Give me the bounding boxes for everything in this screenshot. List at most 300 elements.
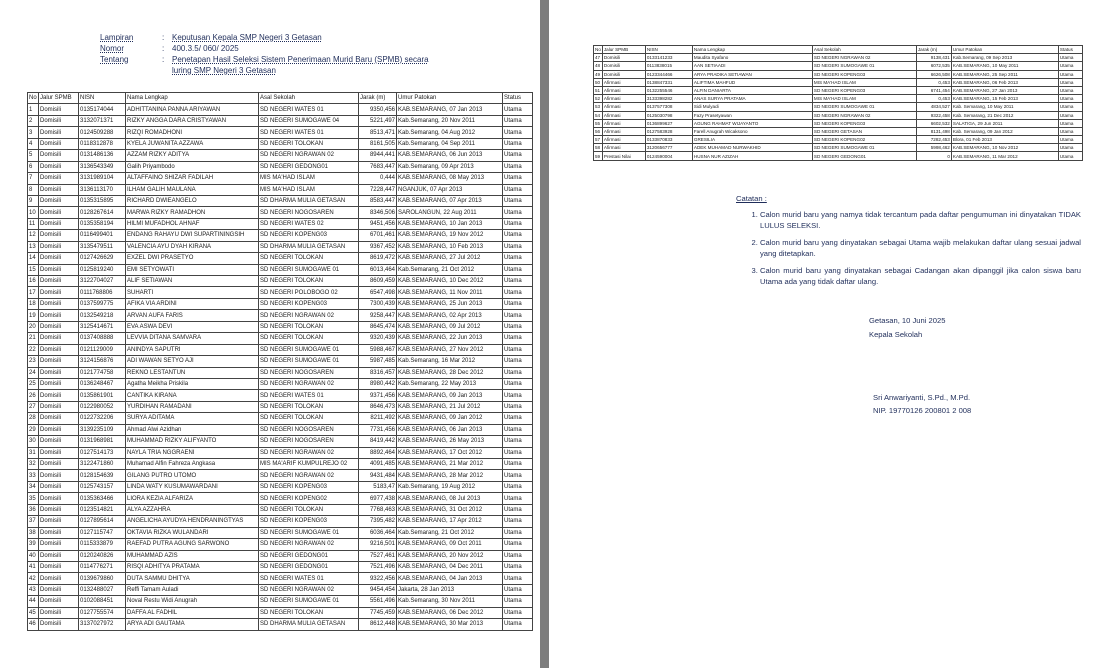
table-cell: KAB.SEMARANG, 11 Nov 2011 (397, 287, 503, 298)
note-item: 3. Calon murid baru yang dinyatakan sebagai Cadangan akan dipanggil jika calon siswa baru Utama ada yang tidak daftar ulang. (760, 265, 1081, 287)
table-cell: Utama (503, 527, 533, 538)
table-cell: SD NEGERI NOGOSAREN (259, 367, 359, 378)
table-cell: Utama (503, 550, 533, 561)
table-cell: Utama (503, 401, 533, 412)
table-cell: SD NEGERI NGRAWAN 02 (259, 584, 359, 595)
table-cell: GRESILIA (692, 136, 812, 144)
table-cell: 0127895614 (79, 516, 126, 527)
table-cell: SD NEGERI KOPENG03 (259, 481, 359, 492)
table-cell: Agatha Meikha Priskila (126, 378, 259, 389)
table-cell: 9322,458 (916, 111, 951, 119)
table-cell: 7300,439 (359, 298, 397, 309)
table-cell: Domisili (39, 150, 79, 161)
table-cell: 0135358194 (79, 218, 126, 229)
table-cell: ALFIN DANIARTA (692, 86, 812, 94)
table-cell: RAEFAD PUTRA AGUNG SARWONO (126, 539, 259, 550)
table-cell: Domisili (39, 584, 79, 595)
table-row (28, 390, 533, 401)
table-cell: 38 (28, 527, 39, 538)
table-cell: SD NEGERI WATES 02 (259, 218, 359, 229)
table-cell: 0133870833 (645, 136, 692, 144)
lampiran-value: Keputusan Kepala SMP Negeri 3 Getasan (172, 33, 322, 42)
table-cell: Domisili (39, 390, 79, 401)
table-row (28, 596, 533, 607)
notes-title: Catatan : (736, 194, 767, 203)
table-cell: ANGELICHA AYUDYA HENDRANINGTYAS (126, 516, 259, 527)
table-row (28, 298, 533, 309)
table-cell: 9350,456 (359, 104, 397, 115)
table-cell: SD NEGERI NGRAWAN 02 (812, 111, 916, 119)
table-cell: AAN SETIAADI (692, 62, 812, 70)
table-cell: 10 (28, 207, 39, 218)
table-cell: 44 (28, 596, 39, 607)
table-cell: LIORA KEZIA ALFARIZA (126, 493, 259, 504)
tentang-value-1: Penetapan Hasil Seleksi Sistem Penerimaan Murid Baru (SPMB) secara (172, 55, 429, 64)
table-cell: Domisili (39, 230, 79, 241)
table-cell: Domisili (39, 561, 79, 572)
table-cell: 6072,535 (916, 62, 951, 70)
table-cell: KAB.SEMARANG, 10 Dec 2012 (397, 276, 503, 287)
table-cell: KAB.SEMARANG, 02 Apr 2013 (397, 310, 503, 321)
table-row (28, 550, 533, 561)
table-cell: ALTAFFAINO SHIZAR FADILAH (126, 173, 259, 184)
table-cell: Kab. Semarang, 10 May 2011 (951, 103, 1058, 111)
table-cell: KAB.SEMARANG, 04 Jan 2013 (397, 573, 503, 584)
table-cell: 5561,496 (359, 596, 397, 607)
table-row (28, 333, 533, 344)
table-cell: 4834,527 (916, 103, 951, 111)
table-cell: 0139679860 (79, 573, 126, 584)
table-cell: Domisili (39, 276, 79, 287)
table-cell: 0137408888 (79, 333, 126, 344)
table-cell: Utama (503, 516, 533, 527)
table-cell: Domisili (39, 321, 79, 332)
table-row (28, 607, 533, 618)
table-cell: 3122704027 (79, 276, 126, 287)
table-cell: Utama (503, 356, 533, 367)
table-row (28, 287, 533, 298)
table-cell: 19 (28, 310, 39, 321)
table-cell: 43 (28, 584, 39, 595)
table-cell: Fazy Prasetyawan (692, 111, 812, 119)
table-cell: 0102088451 (79, 596, 126, 607)
table-cell: 20 (28, 321, 39, 332)
table-row (28, 230, 533, 241)
column-header: NISN (79, 93, 126, 104)
table-cell: KAB.SEMARANG, 06 Jan 2013 (397, 424, 503, 435)
column-header: Jalur SPMB (39, 93, 79, 104)
table-cell: Utama (503, 424, 533, 435)
table-cell: SD NEGERI NGRAWAN 02 (812, 54, 916, 62)
table-cell: MIS MA'HAD ISLAM (812, 78, 916, 86)
table-row (28, 619, 533, 630)
table-cell: Utama (503, 264, 533, 275)
table-cell: Utama (503, 344, 533, 355)
table-cell: Domisili (39, 333, 79, 344)
signature-place-date: Getasan, 10 Juni 2025 (869, 316, 946, 325)
table-cell: 0132255546 (645, 86, 692, 94)
table-cell: SD NEGERI TOLOKAN (259, 138, 359, 149)
table-cell: 24 (28, 367, 39, 378)
table-cell: 8513,471 (359, 127, 397, 138)
tentang-row: Tentang : Penetapan Hasil Seleksi Sistem Penerimaan Murid Baru (SPMB) secara (100, 54, 502, 65)
table-cell: AGUNG RAHMAT WIJAYANTO (692, 119, 812, 127)
table-cell: Utama (1058, 54, 1082, 62)
table-cell: Jakarta, 28 Jan 2013 (397, 584, 503, 595)
table-cell: Farell Anugrah Wicaksono (692, 127, 812, 135)
table-cell: 5221,497 (359, 115, 397, 126)
table-cell: 0125743157 (79, 481, 126, 492)
table-cell: Utama (503, 459, 533, 470)
table-cell: 7 (28, 173, 39, 184)
table-row (28, 470, 533, 481)
table-cell: Utama (503, 253, 533, 264)
table-row (28, 184, 533, 195)
table-cell: Domisili (39, 539, 79, 550)
table-cell: HUSNA NUR AZIZAH (692, 152, 812, 160)
table-cell: SD NEGERI SUMOGAWE 01 (259, 264, 359, 275)
tentang-label: Tentang (100, 55, 129, 64)
table-cell: 25 (28, 378, 39, 389)
table-cell: Domisili (39, 138, 79, 149)
table-row (28, 253, 533, 264)
table-cell: SD NEGERI NGRAWAN 02 (259, 378, 359, 389)
table-cell: 0131486136 (79, 150, 126, 161)
table-cell: 57 (594, 136, 603, 144)
table-cell: SD NEGERI TOLOKAN (259, 504, 359, 515)
table-cell: Utama (503, 127, 533, 138)
table-cell: Domisili (39, 619, 79, 630)
table-cell: 0120240826 (79, 550, 126, 561)
table-row (28, 459, 533, 470)
table-cell: 26 (28, 390, 39, 401)
table-cell: 3136113170 (79, 184, 126, 195)
table-cell: Domisili (39, 356, 79, 367)
table-cell: 9258,447 (359, 310, 397, 321)
table-row (28, 115, 533, 126)
table-cell: Utama (503, 104, 533, 115)
table-cell: SD NEGERI TOLOKAN (259, 253, 359, 264)
table-row (28, 561, 533, 572)
column-header: Umur Patokan (397, 93, 503, 104)
table-row (28, 310, 533, 321)
table-cell: KAB.SEMARANG, 17 Apr 2012 (397, 516, 503, 527)
table-row (28, 527, 533, 538)
table-cell: Utama (503, 161, 533, 172)
table-cell: RIZKY ANGGA DARA CRISTYAWAN (126, 115, 259, 126)
tentang-row-2 (100, 65, 502, 76)
table-cell: ADEK MUHAMAD NURWAKHID (692, 144, 812, 152)
table-cell: YURDIHAN RAMADANI (126, 401, 259, 412)
table-cell: ENDANG RAHAYU DWI SUPARTININGSIH (126, 230, 259, 241)
table-cell: SD NEGERI KOPENG02 (812, 136, 916, 144)
table-cell: 9454,454 (359, 584, 397, 595)
table-row (28, 207, 533, 218)
table-cell: Utama (1058, 152, 1082, 160)
table-cell: 7745,459 (359, 607, 397, 618)
signature-position: Kepala Sekolah (869, 330, 923, 339)
table-cell: 22 (28, 344, 39, 355)
table-cell: 36 (28, 504, 39, 515)
table-cell: KYELA JUWANITA AZZAWA (126, 138, 259, 149)
column-header: No (28, 93, 39, 104)
table-cell: RISQI ADHITYA PRATAMA (126, 561, 259, 572)
table-cell: 34 (28, 481, 39, 492)
table-cell: 15 (28, 264, 39, 275)
table-cell: 3135479511 (79, 241, 126, 252)
table-cell: SD NEGERI KOPENG03 (259, 516, 359, 527)
table-cell: Afirmasi (602, 127, 645, 135)
table-cell: SD NEGERI NGRAWAN 02 (259, 310, 359, 321)
table-cell: 0128154639 (79, 470, 126, 481)
table-cell: Utama (503, 619, 533, 630)
table-cell: Domisili (39, 424, 79, 435)
table-row (28, 401, 533, 412)
table-row (28, 218, 533, 229)
table-cell: ALYA AZZAHRA (126, 504, 259, 515)
table-cell: 42 (28, 573, 39, 584)
table-cell: Utama (503, 230, 533, 241)
table-cell: 32 (28, 459, 39, 470)
table-cell: SD NEGERI TOLOKAN (259, 607, 359, 618)
table-cell: 0,453 (916, 78, 951, 86)
table-cell: Domisili (602, 70, 645, 78)
table-cell: 11 (28, 218, 39, 229)
table-cell: 8892,464 (359, 447, 397, 458)
table-cell: Prestasi Nilai (602, 152, 645, 160)
table-cell: Utama (503, 333, 533, 344)
table-cell: KAB.SEMARANG, 09 Jan 2013 (397, 390, 503, 401)
table-cell: 28 (28, 413, 39, 424)
table-cell: Utama (1058, 127, 1082, 135)
table-cell: KAB.SEMARANG, 06 Jun 2013 (397, 150, 503, 161)
table-cell: SD NEGERI NOGOSAREN (259, 436, 359, 447)
table-cell: Kab.Semarang, 16 Mar 2012 (397, 356, 503, 367)
table-cell: KAB.SEMARANG, 22 Jun 2013 (397, 333, 503, 344)
table-cell: 6977,438 (359, 493, 397, 504)
table-cell: SD DHARMA MULIA GETASAN (259, 619, 359, 630)
table-cell: Domisili (39, 173, 79, 184)
table-cell: Domisili (39, 481, 79, 492)
table-cell: Utama (503, 310, 533, 321)
table-cell: Afirmasi (602, 95, 645, 103)
table-cell: ALIFTIMA MAHFUD (692, 78, 812, 86)
nomor-row: Nomor : 400.3.5/ 060/ 2025 (100, 43, 502, 54)
table-cell: Utama (503, 470, 533, 481)
table-cell: Utama (503, 207, 533, 218)
table-cell: 5183,47 (359, 481, 397, 492)
table-cell: SD NEGERI SUMOGAWE 01 (259, 344, 359, 355)
table-cell: Noval Restu Widi Anugrah (126, 596, 259, 607)
table-cell: 0122732206 (79, 413, 126, 424)
table-cell: Utama (1058, 86, 1082, 94)
table-cell: Domisili (39, 573, 79, 584)
table-cell: ANINDYA SAPUTRI (126, 344, 259, 355)
table-cell: SD NEGERI TOLOKAN (259, 401, 359, 412)
table-cell: SD NEGERI TOLOKAN (259, 321, 359, 332)
table-cell: 31 (28, 447, 39, 458)
table-row (594, 119, 1083, 127)
table-cell: Domisili (39, 253, 79, 264)
table-row (594, 86, 1083, 94)
table-cell: Utama (503, 539, 533, 550)
table-cell: 5998,462 (916, 144, 951, 152)
column-header: Nama Lengkap (692, 46, 812, 54)
table-cell: Utama (503, 184, 533, 195)
table-cell: 7731,456 (359, 424, 397, 435)
table-cell: Domisili (39, 401, 79, 412)
table-cell: 8612,448 (359, 619, 397, 630)
table-cell: SD NEGERI WATES 01 (259, 573, 359, 584)
table-cell: 0132488027 (79, 584, 126, 595)
table-cell: Kab.Semarang, 04 Aug 2012 (397, 127, 503, 138)
table-cell: 30 (28, 436, 39, 447)
table-cell: Kab. Semarang, 09 Jan 2012 (951, 127, 1058, 135)
table-cell: 0114776271 (79, 561, 126, 572)
table-cell: Afirmasi (602, 136, 645, 144)
table-cell: 0,453 (916, 95, 951, 103)
table-cell: 0122980052 (79, 401, 126, 412)
table-cell: SD NEGERI NOGOSAREN (259, 424, 359, 435)
table-cell: Utama (503, 493, 533, 504)
table-cell: 3136543349 (79, 161, 126, 172)
table-cell: Utama (503, 378, 533, 389)
table-cell: Utama (1058, 70, 1082, 78)
table-cell: KAB.SEMARANG, 31 Oct 2012 (397, 504, 503, 515)
table-cell: 9 (28, 195, 39, 206)
table-cell: MIS MA'HAD ISLAM (259, 184, 359, 195)
table-cell: KAB.SEMARANG, 28 Mar 2012 (397, 470, 503, 481)
table-cell: 0132549218 (79, 310, 126, 321)
page-gap (540, 0, 549, 668)
table-cell: VALENCIA AYU DYAH KIRANA (126, 241, 259, 252)
table-cell: 55 (594, 119, 603, 127)
table-cell: EVA ASWA DEVI (126, 321, 259, 332)
table-cell: 0125030798 (645, 111, 692, 119)
table-cell: 0136899627 (645, 119, 692, 127)
table-cell: KAB.SEMARANG, 15 Feb 2013 (951, 95, 1058, 103)
table-cell: 4 (28, 138, 39, 149)
table-cell: 0127583928 (645, 127, 692, 135)
table-row (28, 378, 533, 389)
table-cell: Domisili (39, 241, 79, 252)
table-cell: 9431,484 (359, 470, 397, 481)
table-cell: Galih Priyambodo (126, 161, 259, 172)
table-cell: 1 (28, 104, 39, 115)
table-cell: Domisili (39, 367, 79, 378)
table-cell: 0135174044 (79, 104, 126, 115)
table-cell: 8645,474 (359, 321, 397, 332)
table-cell: Domisili (39, 310, 79, 321)
table-cell: 33 (28, 470, 39, 481)
table-cell: Utama (503, 596, 533, 607)
table-cell: 3133398282 (645, 95, 692, 103)
table-cell: SD NEGERI SUMOGAWE 01 (812, 103, 916, 111)
table-cell: KAB.SEMARANG, 06 Feb 2013 (951, 78, 1058, 86)
column-header: Jarak (m) (359, 93, 397, 104)
signature-nip: NIP. 19770126 200801 2 008 (873, 406, 972, 415)
table-cell: SD NEGERI SUMOGAWE 01 (259, 356, 359, 367)
table-cell: 54 (594, 111, 603, 119)
table-cell: SD NEGERI KOPENG03 (812, 70, 916, 78)
table-cell: 59 (594, 152, 603, 160)
table-cell: KAB.SEMARANG, 10 Nov 2012 (951, 144, 1058, 152)
table-cell: 9138,431 (916, 54, 951, 62)
table-cell: 40 (28, 550, 39, 561)
table-cell: Utama (1058, 111, 1082, 119)
table-row (594, 136, 1083, 144)
table-cell: SD NEGERI GEDONG01 (259, 550, 359, 561)
table-cell: 8609,459 (359, 276, 397, 287)
table-cell: Utama (1058, 95, 1082, 103)
table-cell: SD NEGERI WATES 01 (259, 127, 359, 138)
table-cell: ADHITTANINA PANNA ARIYAWAN (126, 104, 259, 115)
table-cell: Blora, 01 Feb 2013 (951, 136, 1058, 144)
table-cell: Domisili (39, 527, 79, 538)
note-item: 2. Calon murid baru yang dinyatakan sebagai Utama wajib melakukan daftar ulang sesuai jadwal yang ditetapkan. (760, 237, 1081, 259)
lampiran-row: Lampiran : Keputusan Kepala SMP Negeri 3 Getasan (100, 32, 502, 43)
table-cell: 9367,452 (359, 241, 397, 252)
table-cell: SD NEGERI SUMOGAWE 01 (259, 596, 359, 607)
table-cell: Domisili (39, 459, 79, 470)
table-cell: 3131989104 (79, 173, 126, 184)
table-cell: 27 (28, 401, 39, 412)
table-cell: Utama (503, 218, 533, 229)
table-cell: Afirmasi (602, 86, 645, 94)
table-cell: Utama (503, 241, 533, 252)
table-cell: Domisili (39, 550, 79, 561)
table-cell: KAB.SEMARANG, 26 May 2013 (397, 436, 503, 447)
table-cell: EXZEL DWI PRASETYO (126, 253, 259, 264)
table-row (28, 127, 533, 138)
table-cell: SD NEGERI NGRAWAN 02 (259, 539, 359, 550)
table-cell: Utama (503, 138, 533, 149)
table-cell: SD NEGERI SUMOGAWE 04 (259, 115, 359, 126)
table-cell: Domisili (39, 298, 79, 309)
table-row (594, 103, 1083, 111)
table-cell: Domisili (39, 436, 79, 447)
table-cell: Domisili (39, 378, 79, 389)
table-cell: 23 (28, 356, 39, 367)
column-header: Nama Lengkap (126, 93, 259, 104)
table-cell: 3124156876 (79, 356, 126, 367)
table-cell: 0118312878 (79, 138, 126, 149)
table-cell: Domisili (39, 104, 79, 115)
table-cell: Utama (503, 367, 533, 378)
table-cell: Kab.Semarang, 21 Oct 2012 (397, 527, 503, 538)
table-cell: 0116499401 (79, 230, 126, 241)
table-row (28, 344, 533, 355)
table-cell: KAB.SEMARANG, 25 Jun 2013 (397, 298, 503, 309)
table-cell: Domisili (39, 264, 79, 275)
table-cell: KAB.SEMARANG, 10 Feb 2013 (397, 241, 503, 252)
table-cell: ADI WAWAN SETYO AJI (126, 356, 259, 367)
table-cell: SD NEGERI NGRAWAN 02 (259, 470, 359, 481)
table-row (28, 195, 533, 206)
table-cell: Utama (1058, 136, 1082, 144)
table-row (28, 367, 533, 378)
table-row (28, 573, 533, 584)
table-cell: KAB.SEMARANG, 30 Mar 2013 (397, 619, 503, 630)
table-cell: 8211,492 (359, 413, 397, 424)
table-cell: KAB.SEMARANG, 08 May 2013 (397, 173, 503, 184)
table-cell: REKNO LESTANTUN (126, 367, 259, 378)
nomor-value: 400.3.5/ 060/ 2025 (172, 44, 239, 53)
table-cell: HILMI MUFADHOL AHNAF (126, 218, 259, 229)
table-row (28, 584, 533, 595)
table-row (28, 173, 533, 184)
table-cell: 9216,501 (359, 539, 397, 550)
